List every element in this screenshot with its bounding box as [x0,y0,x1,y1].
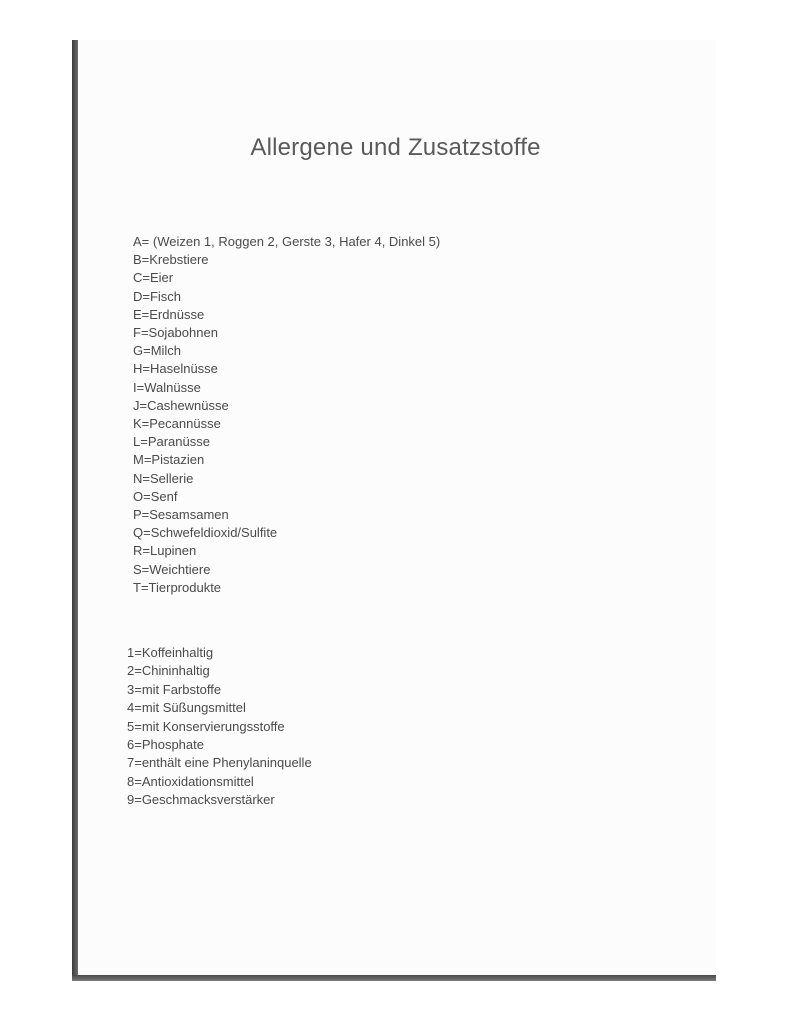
list-item: 9=Geschmacksverstärker [127,792,275,808]
list-item: I=Walnüsse [133,379,201,395]
list-item: 5=mit Konservierungsstoffe [127,718,285,734]
list-item: 2=Chininhaltig [127,663,210,679]
list-item: B=Krebstiere [133,252,209,268]
list-item: R=Lupinen [133,543,197,559]
scan-edge-left [72,40,78,980]
list-item: Q=Schwefeldioxid/Sulfite [133,525,278,541]
list-item: N=Sellerie [133,470,194,486]
scan-edge-bottom [72,975,716,981]
list-item: 8=Antioxidationsmittel [127,773,254,789]
list-item: T=Tierprodukte [133,579,222,595]
list-item: K=Pecannüsse [133,416,221,432]
additive-list [127,644,312,810]
list-item: 4=mit Süßungsmittel [127,700,246,716]
allergen-list [133,233,440,597]
list-item: F=Sojabohnen [133,325,218,341]
list-item: 3=mit Farbstoffe [127,681,222,697]
list-item: P=Sesamsamen [133,507,229,523]
list-item: S=Weichtiere [133,561,211,577]
list-item: M=Pistazien [133,452,205,468]
list-item: L=Paranüsse [133,434,210,450]
list-item: E=Erdnüsse [133,306,205,322]
list-item: C=Eier [133,270,174,286]
list-item: G=Milch [133,343,182,359]
list-item: 7=enthält eine Phenylaninquelle [127,755,312,771]
list-item: 1=Koffeinhaltig [127,645,214,660]
page-title: Allergene und Zusatzstoffe [250,134,541,161]
list-item: O=Senf [133,488,178,504]
list-item: 6=Phosphate [127,737,204,753]
list-item: J=Cashewnüsse [133,397,229,413]
list-item: H=Haselnüsse [133,361,218,377]
list-item: D=Fisch [133,288,182,304]
list-item: A= (Weizen 1, Roggen 2, Gerste 3, Hafer 4, Dinkel 5) [133,234,441,249]
